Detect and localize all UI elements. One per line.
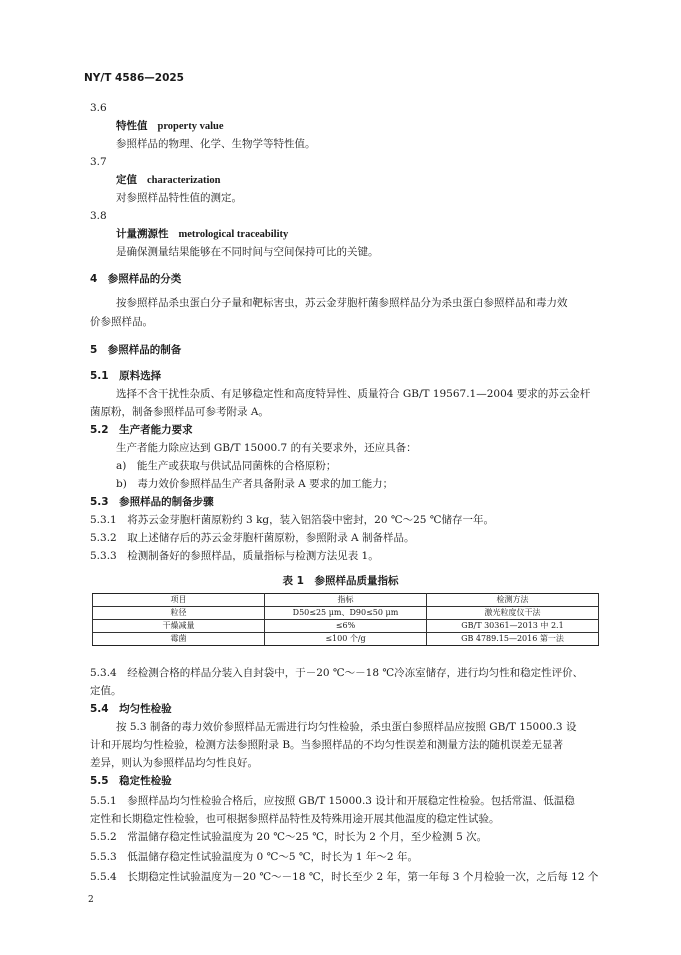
paragraph-line: 选择不含干扰性杂质、有足够稳定性和高度特异性、质量符合 GB/T 19567.1—2004 要求的苏云金杆 [116,388,591,400]
paragraph-line: 5.3.4 经检测合格的样品分装入自封袋中，于－20 ℃～－18 ℃冷冻室储存，进行均匀性和稳定性评价、 [90,667,584,679]
term-en: metrological traceability [178,229,289,240]
paragraph-line: 菌原粉，制备参照样品可参考附录 A。 [90,406,269,418]
term-title [116,173,220,188]
term-definition: 对参照样品特性值的测定。 [116,192,242,204]
section-4-heading: 4 参照样品的分类 [90,273,182,285]
paragraph-line: 按 5.3 制备的毒力效价参照样品无需进行均匀性检验，杀虫蛋白参照样品应按照 GB/T 15000.3 设 [116,721,577,733]
term-zh: 计量溯源性 [116,228,169,240]
table-row [93,607,599,620]
subsection-heading: 5.1 原料选择 [90,370,162,382]
table-cell: 激光粒度仪干法 [426,607,598,620]
table-cell: ≤6% [265,620,427,633]
paragraph-line: 差异，则认为参照样品均匀性良好。 [90,757,258,769]
table-header-row [93,594,599,607]
paragraph-line: 5.5.4 长期稳定性试验温度为－20 ℃～－18 ℃，时长至少 2 年，第一年每 3 个月检验一次，之后每 12 个 [90,871,599,883]
term-title [116,119,224,134]
table-row [93,633,599,646]
paragraph-line: 5.5.1 参照样品均匀性检验合格后，应按照 GB/T 15000.3 设计和开展稳定性检验。包括常温、低温稳 [90,795,575,807]
table-header-cell: 项目 [93,594,265,607]
paragraph-line: 价参照样品。 [90,316,153,328]
term-definition: 参照样品的物理、化学、生物学等特性值。 [116,138,316,150]
table-header-cell: 指标 [265,594,427,607]
table-cell: GB/T 30361—2013 中 2.1 [426,620,598,633]
paragraph-line: 生产者能力除应达到 GB/T 15000.7 的有关要求外，还应具备： [116,442,417,454]
section-5-heading: 5 参照样品的制备 [90,344,182,356]
table-header-cell: 检测方法 [426,594,598,607]
term-title [116,227,288,242]
paragraph-line: 5.5.3 低温储存稳定性试验温度为 0 ℃～5 ℃，时长为 1 年～2 年。 [90,851,418,863]
paragraph-line: 定值。 [90,685,122,697]
subsection-heading: 5.2 生产者能力要求 [90,424,193,436]
subsection-heading: 5.4 均匀性检验 [90,703,172,715]
list-item: a) 能生产或获取与供试品同菌株的合格原粉； [116,460,337,472]
table-cell: ≤100 个/g [265,633,427,646]
paragraph-line: 5.3.3 检测制备好的参照样品，质量指标与检测方法见表 1。 [90,550,379,562]
term-zh: 定值 [116,174,137,186]
term-zh: 特性值 [116,120,148,132]
table-row [93,620,599,633]
term-definition: 是确保测量结果能够在不同时间与空间保持可比的关键。 [116,246,379,258]
term-en: characterization [147,175,221,186]
subsection-heading: 5.3 参照样品的制备步骤 [90,496,214,508]
paragraph-line: 5.5.2 常温储存稳定性试验温度为 20 ℃～25 ℃，时长为 2 个月，至少检测 5 次。 [90,831,488,843]
term-en: property value [157,121,224,132]
table-cell: 干燥减量 [93,620,265,633]
term-number: 3.8 [90,210,107,222]
subsection-heading: 5.5 稳定性检验 [90,775,172,787]
paragraph-line: 定性和长期稳定性检验，也可根据参照样品特性及特殊用途开展其他温度的稳定性试验。 [90,813,500,825]
quality-table [92,593,599,646]
table-cell: 霉菌 [93,633,265,646]
doc-code: NY/T 4586—2025 [84,72,184,84]
table-cell: GB 4789.15—2016 第一法 [426,633,598,646]
list-item: b) 毒力效价参照样品生产者具备附录 A 要求的加工能力； [116,478,394,490]
term-number: 3.6 [90,102,107,114]
paragraph-line: 计和开展均匀性检验，检测方法参照附录 B。当参照样品的不均匀性误差和测量方法的随机误差无显著 [90,739,564,751]
table-cell: D50≤25 μm、D90≤50 μm [265,607,427,620]
term-number: 3.7 [90,156,107,168]
table-caption: 表 1 参照样品质量指标 [282,575,399,587]
table-cell: 粒径 [93,607,265,620]
paragraph-line: 5.3.1 将苏云金芽胞杆菌原粉约 3 kg，装入铝箔袋中密封，20 ℃～25 ℃储存一年。 [90,514,495,526]
page-number: 2 [88,895,94,905]
paragraph-line: 5.3.2 取上述储存后的苏云金芽胞杆菌原粉，参照附录 A 制备样品。 [90,532,415,544]
paragraph-line: 按参照样品杀虫蛋白分子量和靶标害虫，苏云金芽胞杆菌参照样品分为杀虫蛋白参照样品和毒力效 [116,297,568,309]
